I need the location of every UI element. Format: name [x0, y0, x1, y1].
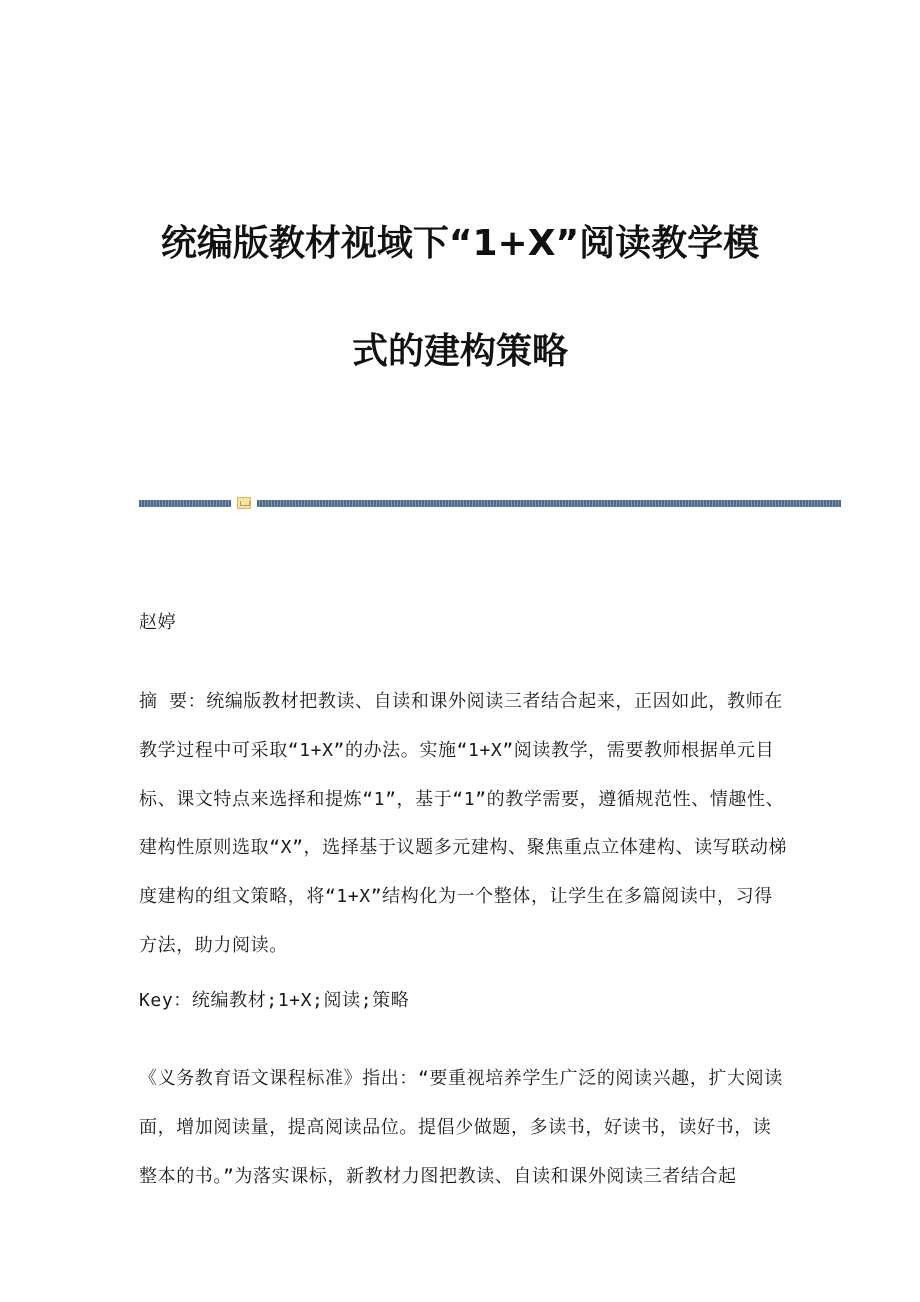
divider-bar-right — [257, 500, 841, 507]
keywords-line: Key：统编教材;1+X;阅读;策略 — [139, 990, 410, 1011]
divider-bar-left — [139, 500, 231, 507]
title-divider — [139, 497, 841, 509]
abstract-paragraph: 摘 要：统编版教材把教读、自读和课外阅读三者结合起来，正因如此，教师在教学过程中可采取“1+X”的办法。实施“1+X”阅读教学，需要教师根据单元目标、课文特点来选择和提炼“1”，基于“1”的教学需要，遵循规范性、情趣性、建构性原则选取“X”，选择基于议题多元建构、聚焦重点立体建构、读写联动梯度建构的组文策略，将“1+X”结构化为一个整体，让学生在多篇阅读中，习得方法，助力阅读。 — [139, 691, 788, 956]
title-line-1: 统编版教材视域下“1+X”阅读教学模 — [160, 223, 760, 264]
title-line-2: 式的建构策略 — [351, 331, 568, 372]
envelope-icon — [237, 497, 251, 509]
author-name: 赵婷 — [139, 612, 177, 633]
intro-paragraph: 《义务教育语文课程标准》指出：“要重视培养学生广泛的阅读兴趣，扩大阅读面，增加阅读量，提高阅读品位。提倡少做题，多读书，好读书，读好书，读整本的书。”为落实课标，新教材力图把教读、自读和课外阅读三者结合起 — [139, 1068, 783, 1187]
